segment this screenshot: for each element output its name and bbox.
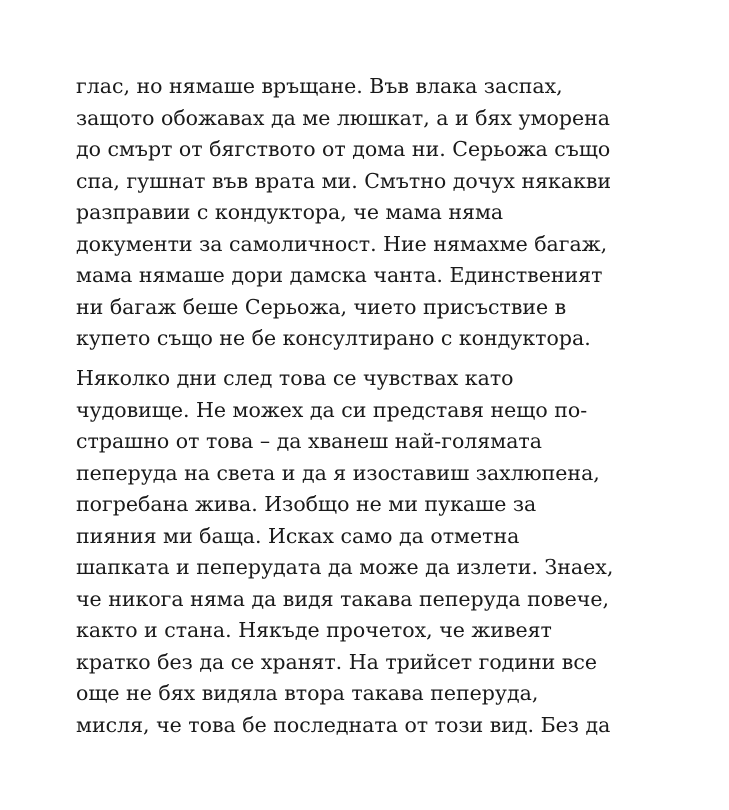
text-line: Няколко дни след това се чувствах като [76, 366, 514, 390]
text-line: както и стана. Някъде прочетох, че живеят [76, 618, 552, 642]
text-line: защото обожавах да ме люшкат, а и бях уморена [76, 105, 611, 130]
paragraph-1 [76, 71, 676, 355]
text-line: мама нямаше дори дамска чанта. Единственият [76, 263, 603, 287]
text-line: документи за самоличност. Ние нямахме багаж, [76, 231, 608, 256]
text-line: до смърт от бягството от дома ни. Серьожа също [76, 137, 611, 161]
text-line: ни багаж беше Серьожа, чието присъствие в [76, 294, 567, 319]
paragraph-2 [76, 363, 676, 741]
text-line: спа, гушнат във врата ми. Смътно дочух някакви [76, 168, 612, 193]
text-line: разправии с кондуктора, че мама няма [76, 200, 504, 224]
text-line: мисля, че това бе последната от този вид. Без да [76, 712, 611, 737]
text-line: кратко без да се хранят. На трийсет години все [76, 649, 597, 674]
text-line: още не бях видяла втора такава пеперуда, [76, 681, 539, 705]
text-line: че никога няма да видя такава пеперуда повече, [76, 586, 609, 611]
text-line: глас, но нямаше връщане. Във влака заспах, [76, 74, 563, 98]
text-line: пияния ми баща. Исках само да отметна [76, 523, 520, 548]
text-line: пеперуда на света и да я изоставиш захлюпена, [76, 460, 600, 485]
text-line: страшно от това – да хванеш най-голямата [76, 429, 542, 453]
text-line: погребана жива. Изобщо не ми пукаше за [76, 492, 537, 516]
text-line: шапката и пеперудата да може да излети. Знаех, [76, 555, 614, 579]
text-line: чудовище. Не можех да си представя нещо по- [76, 397, 588, 422]
text-line: купето също не бе консултирано с кондуктора. [76, 326, 591, 350]
